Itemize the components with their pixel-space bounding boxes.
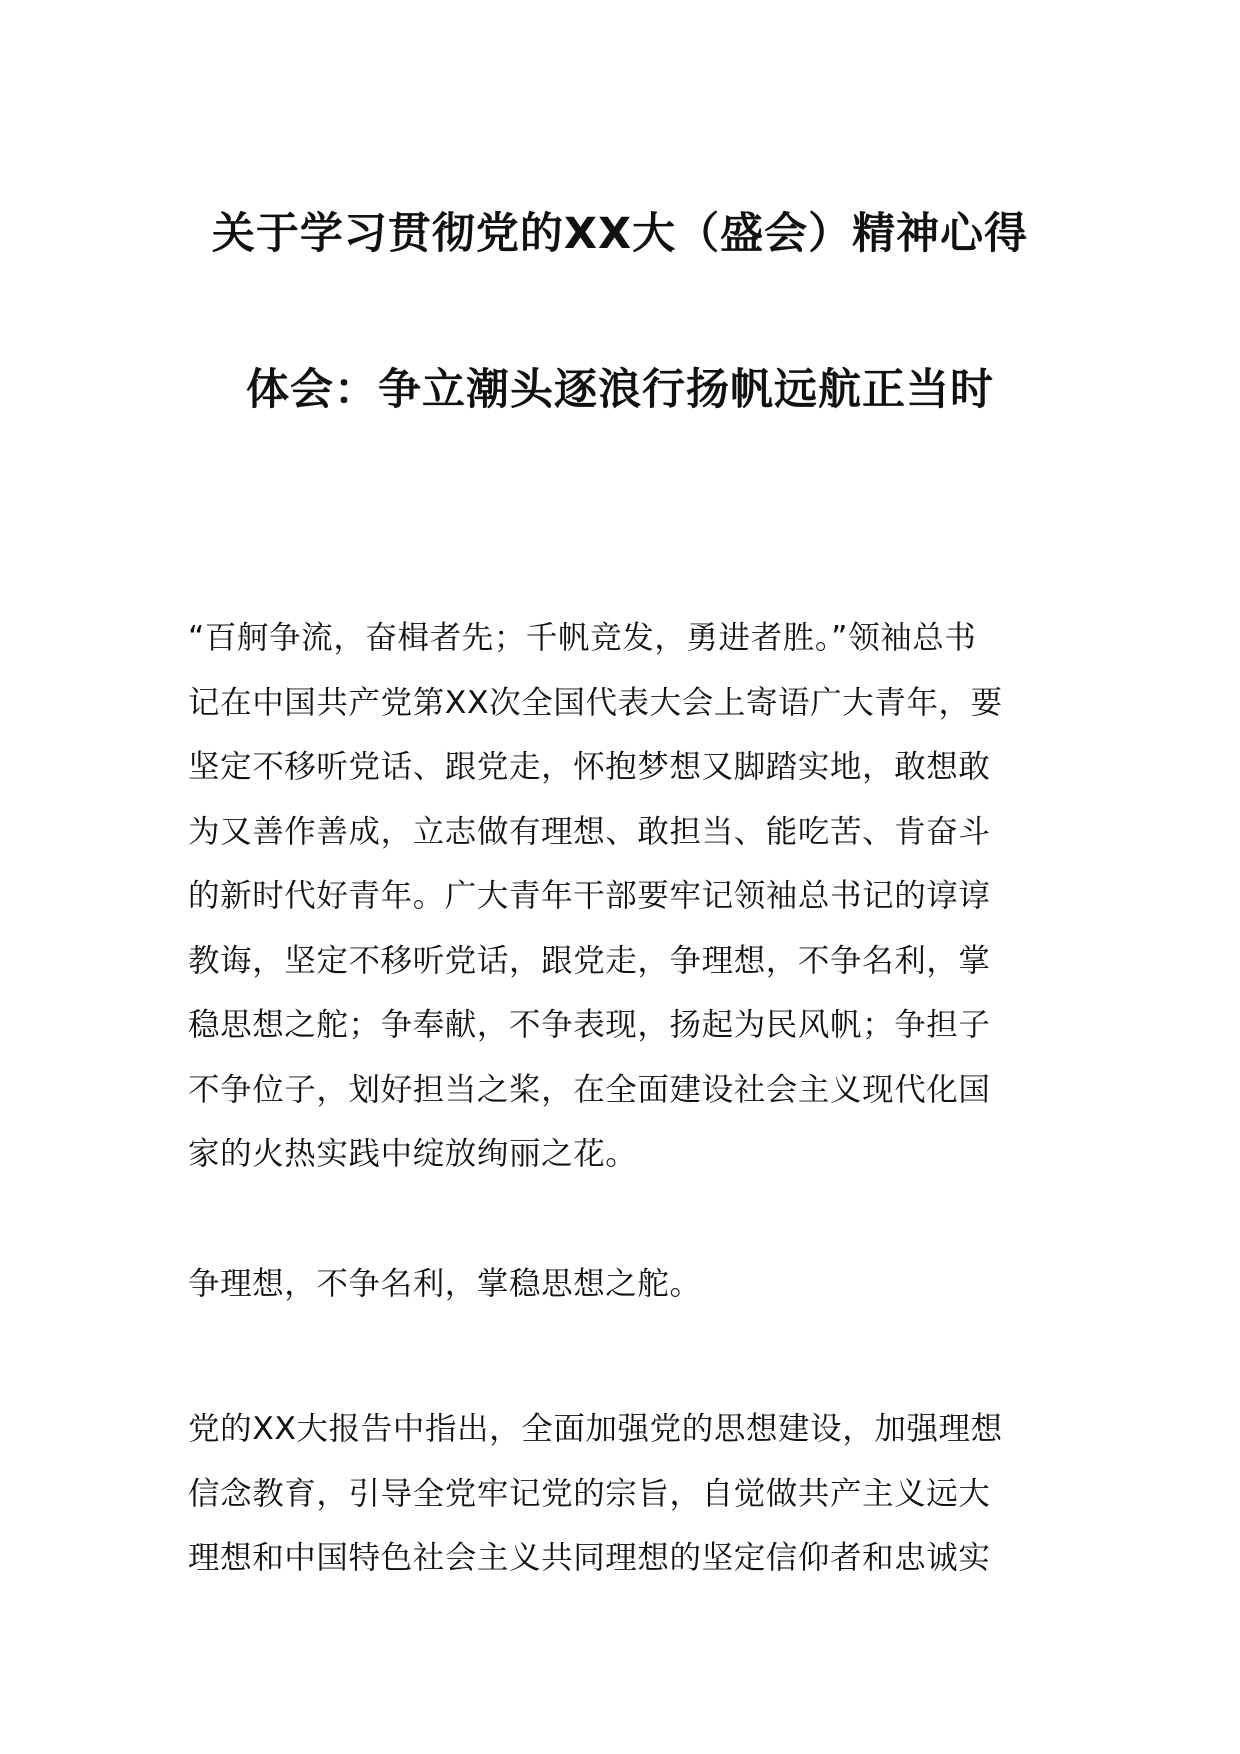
paragraph-3: [188, 1397, 1050, 1591]
paragraph-line: “百舸争流，奋楫者先；千帆竞发，勇进者胜。”领袖总书: [188, 620, 977, 656]
paragraph-line: 信念教育，引导全党牢记党的宗旨，自觉做共产主义远大: [188, 1475, 991, 1512]
paragraph-line: 坚定不移听党话、跟党走，怀抱梦想又脚踏实地，敢想敢: [188, 749, 991, 785]
paragraph-line: 理想和中国特色社会主义共同理想的坚定信仰者和忠诚实: [188, 1540, 991, 1576]
title-line-1: 关于学习贯彻党的XX大（盛会）精神心得: [211, 209, 1029, 259]
section-heading-paragraph: [188, 1252, 1050, 1317]
paragraph-line: 争理想，不争名利，掌稳思想之舵。: [188, 1266, 702, 1302]
title-line-2: 体会：争立潮头逐浪行扬帆远航正当时: [246, 365, 994, 415]
paragraph-line: 不争位子，划好担当之桨，在全面建设社会主义现代化国: [188, 1071, 991, 1108]
paragraph-line: 的新时代好青年。广大青年干部要牢记领袖总书记的谆谆: [188, 878, 991, 914]
paragraph-line: 教诲，坚定不移听党话，跟党走，争理想，不争名利，掌: [188, 942, 991, 979]
paragraph-1: [188, 606, 1050, 1187]
paragraph-line: 党的XX大报告中指出，全面加强党的思想建设，加强理想: [188, 1411, 1003, 1447]
paragraph-line: 家的火热实践中绽放绚丽之花。: [188, 1136, 638, 1172]
paragraph-line: 为又善作善成，立志做有理想、敢担当、能吃苦、肯奋斗: [188, 813, 991, 850]
paragraph-line: 稳思想之舵；争奉献，不争表现，扬起为民风帆；争担子: [188, 1007, 991, 1043]
paragraph-line: 记在中国共产党第XX次全国代表大会上寄语广大青年，要: [188, 684, 1003, 721]
